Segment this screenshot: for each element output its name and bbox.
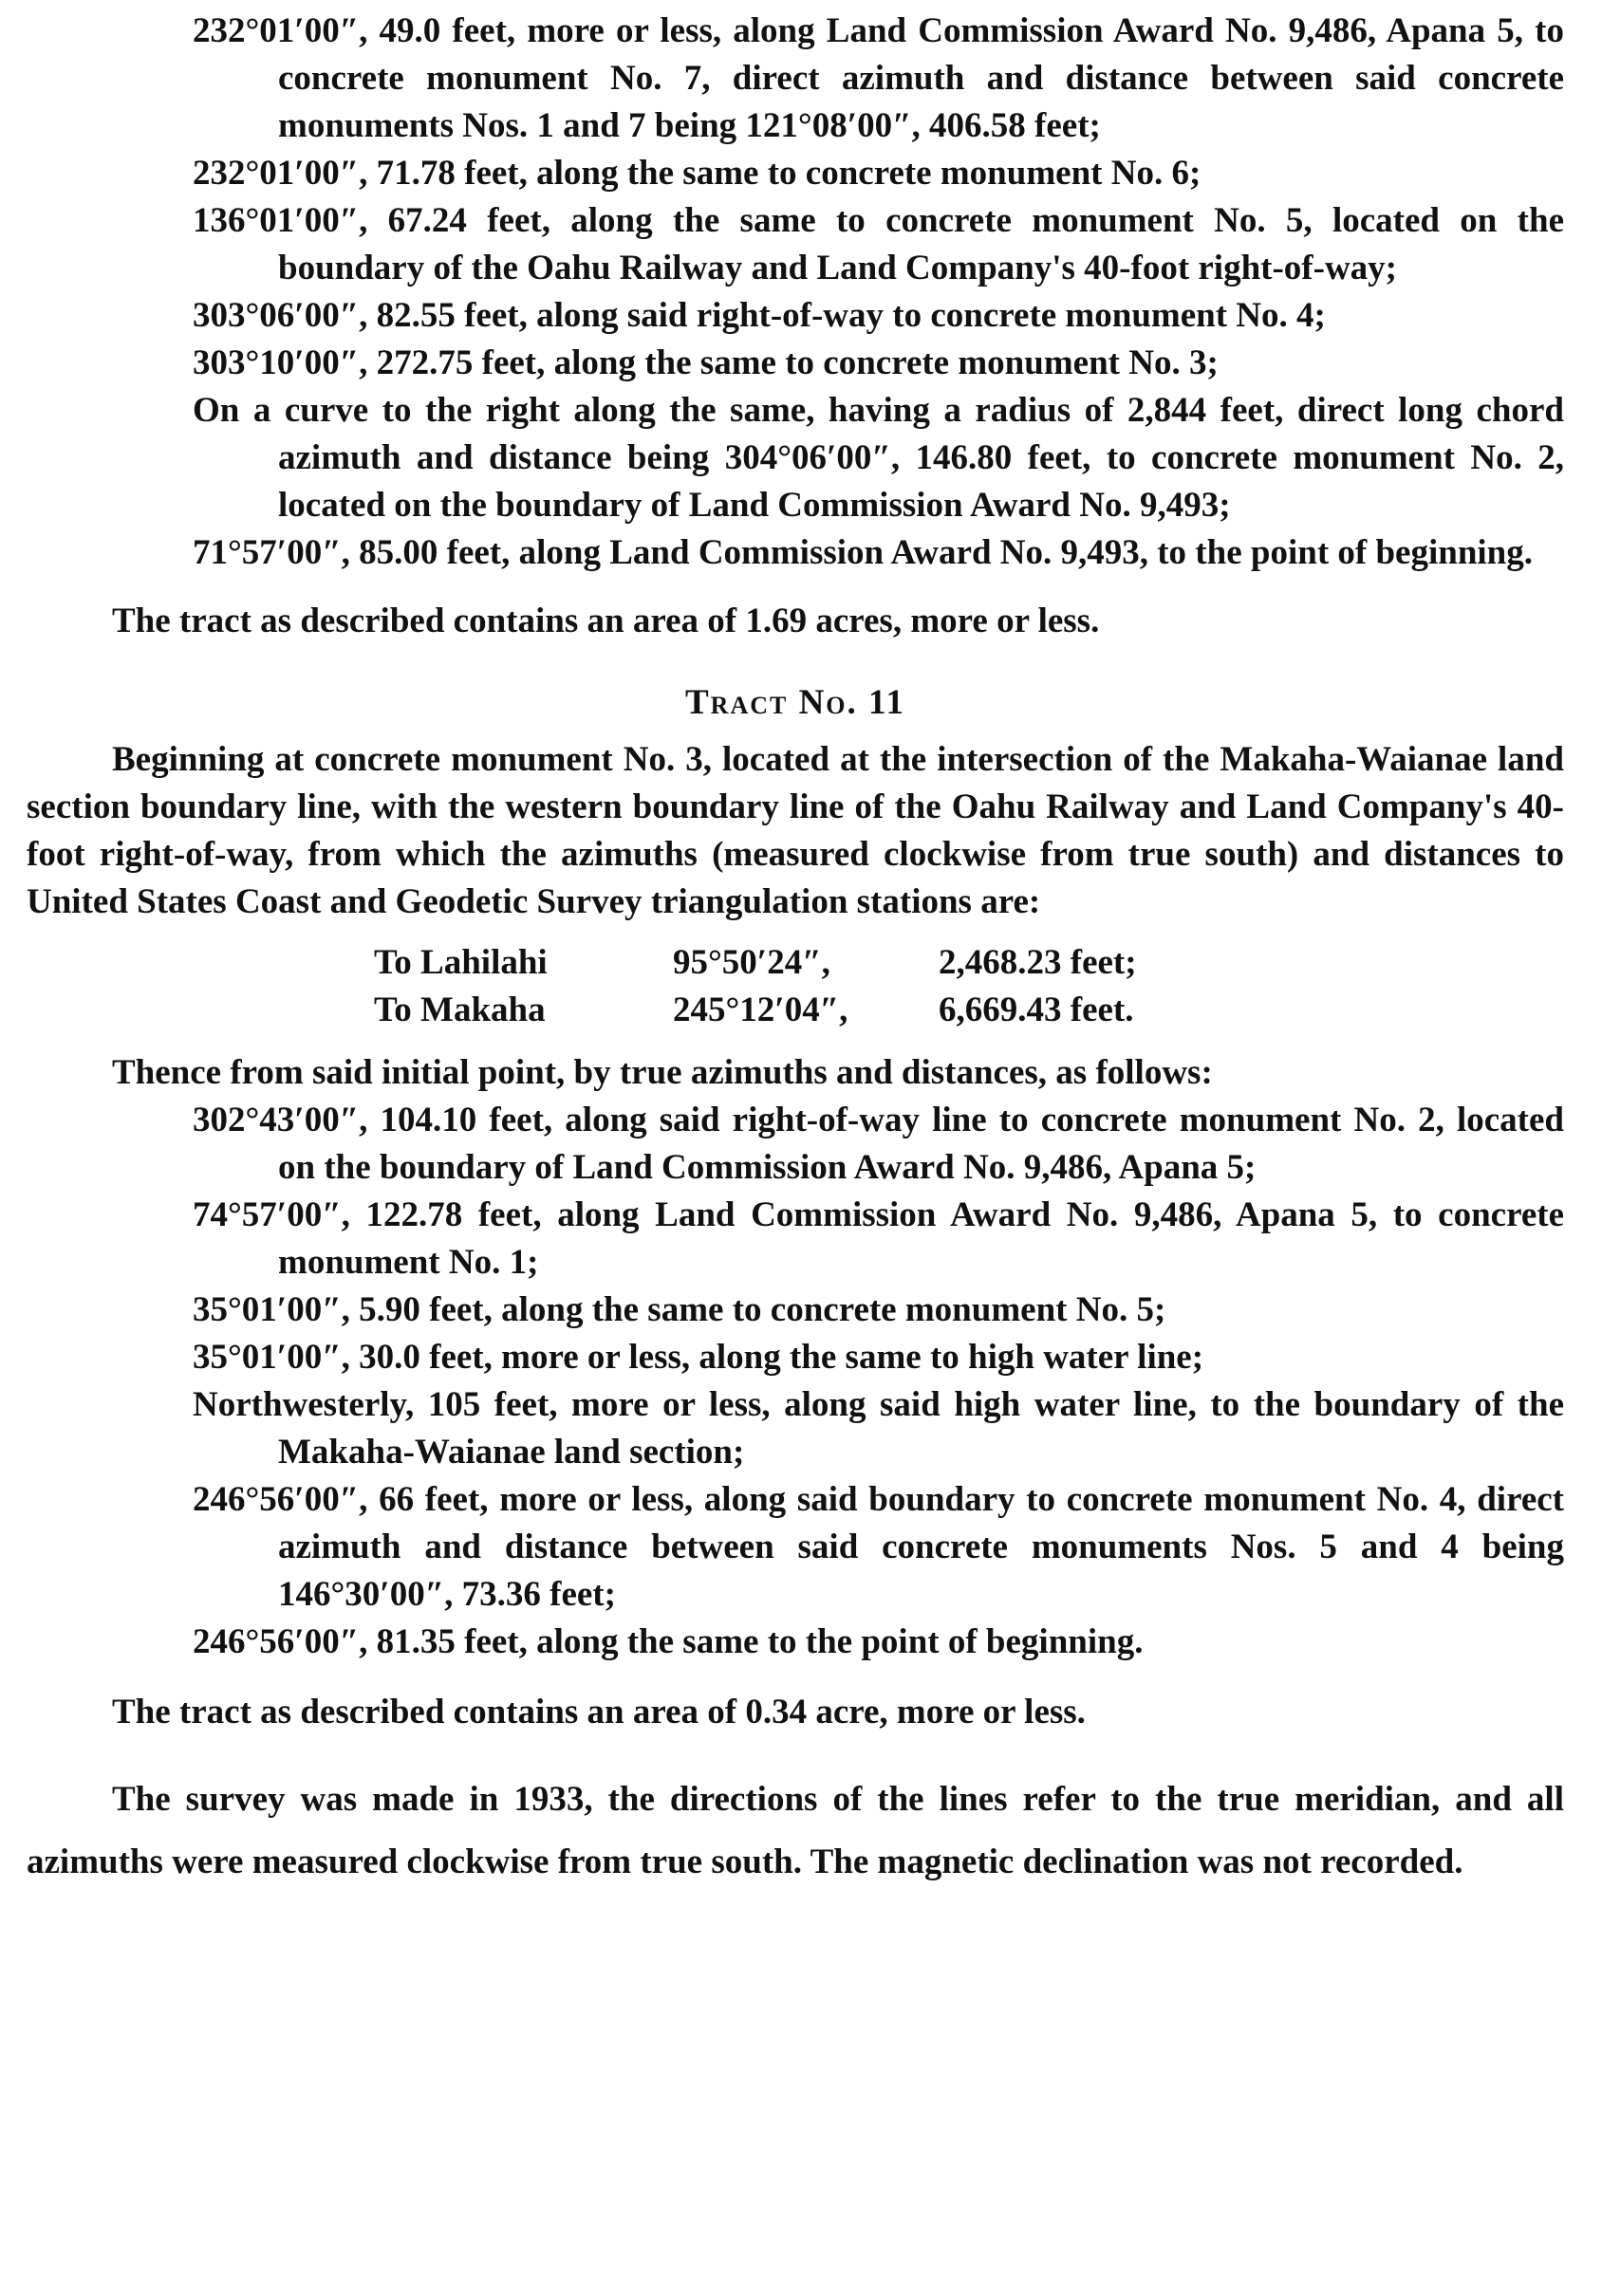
course-item: 35°01′00″, 5.90 feet, along the same to concrete monument No. 5; [193,1290,1166,1329]
tract11-area-statement: The tract as described contains an area of 0.34 acre, more or less. [112,1693,1086,1731]
station-azimuth: 95°50′24″, [673,943,830,982]
course-item: 303°10′00″, 272.75 feet, along the same to concrete monument No. 3; [193,343,1219,382]
document-page [27,8,1564,1894]
course-item: 35°01′00″, 30.0 feet, more or less, along the same to high water line; [193,1338,1204,1377]
course-item: 246°56′00″, 81.35 feet, along the same to the point of beginning. [193,1622,1144,1661]
triangulation-stations-table [374,939,1223,1034]
course-item: 136°01′00″, 67.24 feet, along the same to concrete monument No. 5, located on the boundary of the Oahu Railway and Land Company's 40-foot right-of-way; [193,201,1564,287]
table-row [374,939,1223,987]
station-distance: 2,468.23 feet; [939,943,1137,982]
course-item: 303°06′00″, 82.55 feet, along said right-of-way to concrete monument No. 4; [193,296,1326,335]
table-row [374,987,1223,1034]
course-item: 302°43′00″, 104.10 feet, along said right-of-way line to concrete monument No. 2, located on the boundary of Land Commission Award No. 9,486, Apana 5; [193,1101,1564,1187]
course-item: 232°01′00″, 71.78 feet, along the same to concrete monument No. 6; [193,154,1202,193]
station-distance: 6,669.43 feet. [939,991,1134,1029]
course-item: Northwesterly, 105 feet, more or less, along said high water line, to the boundary of the Makaha-Waianae land section; [193,1385,1564,1472]
tract11-course-list [193,1097,1564,1666]
course-item: 232°01′00″, 49.0 feet, more or less, along Land Commission Award No. 9,486, Apana 5, to concrete monument No. 7, direct azimuth and distance between said concrete monuments Nos. 1 and 7 being 121°08′00″, 406.58 feet; [193,11,1564,145]
tract10-course-list [193,8,1564,577]
station-azimuth: 245°12′04″, [673,991,848,1029]
thence-statement: Thence from said initial point, by true azimuths and distances, as follows: [112,1053,1213,1092]
survey-note-paragraph: The survey was made in 1933, the directions of the lines refer to the true meridian, and all azimuths were measured clockwise from true south. The magnetic declination was not recorded. [27,1780,1564,1881]
course-item: On a curve to the right along the same, having a radius of 2,844 feet, direct long chord azimuth and distance being 304°06′00″, 146.80 feet, to concrete monument No. 2, located on the boundary of Land Commission Award No. 9,493; [193,391,1564,525]
station-name: To Makaha [374,991,546,1029]
tract11-heading: Tract No. 11 [684,683,905,722]
tract11-intro-paragraph: Beginning at concrete monument No. 3, located at the intersection of the Makaha-Waianae land section boundary line, with the western boundary line of the Oahu Railway and Land Company's 40-foot right-of-way, from which the azimuths (measured clockwise from true south) and distances to United States Coast and Geodetic Survey triangulation stations are: [27,740,1564,921]
course-item: 246°56′00″, 66 feet, more or less, along said boundary to concrete monument No. 4, direct azimuth and distance between said concrete monuments Nos. 5 and 4 being 146°30′00″, 73.36 feet; [193,1480,1564,1614]
course-item: 74°57′00″, 122.78 feet, along Land Commission Award No. 9,486, Apana 5, to concrete monument No. 1; [193,1195,1564,1282]
tract10-area-statement: The tract as described contains an area of 1.69 acres, more or less. [112,602,1100,640]
course-item: 71°57′00″, 85.00 feet, along Land Commission Award No. 9,493, to the point of beginning. [193,533,1533,572]
station-name: To Lahilahi [374,943,548,982]
